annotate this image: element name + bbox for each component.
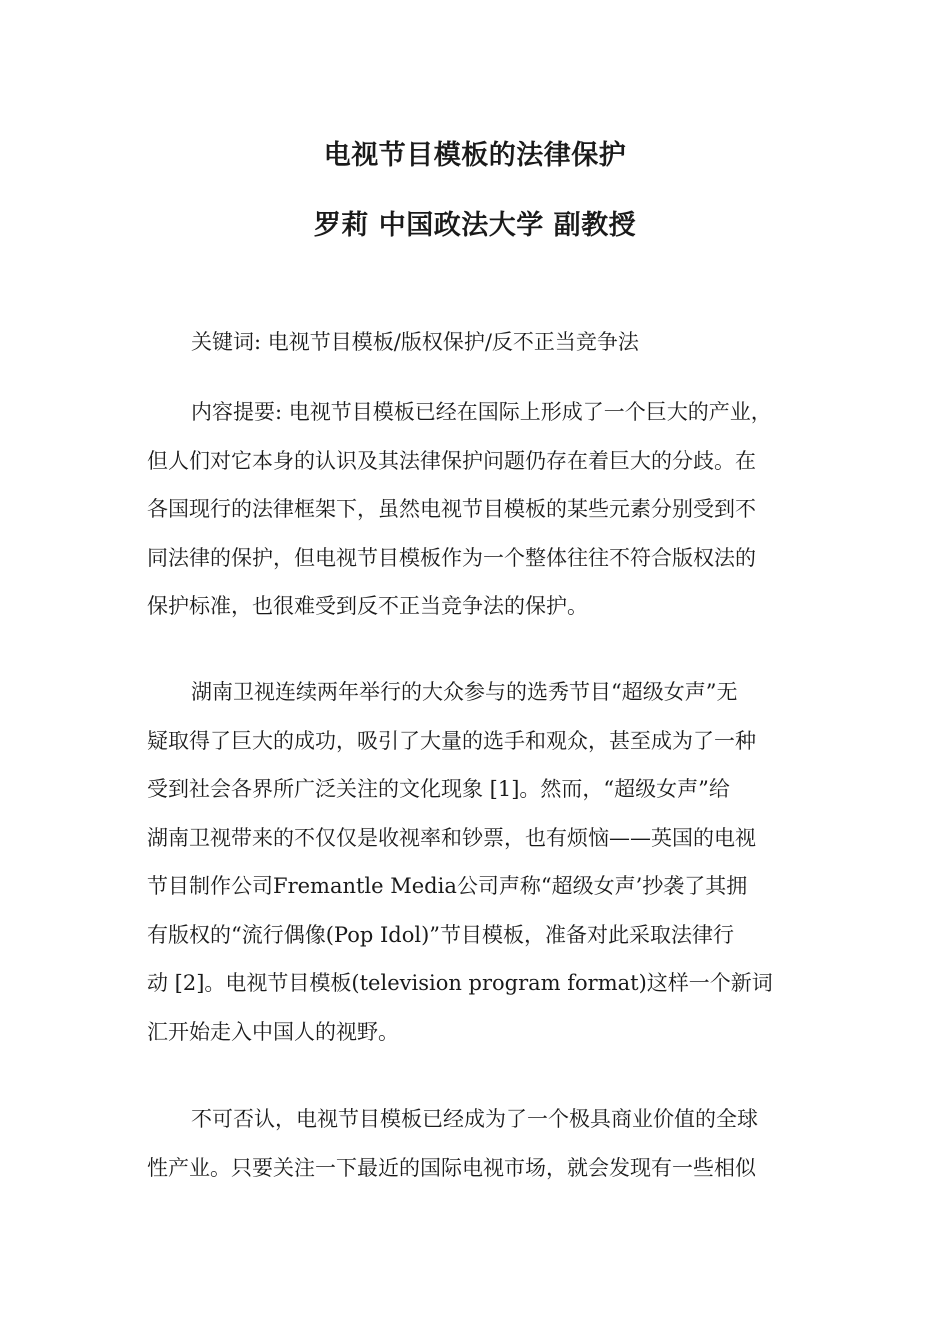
body-line: 不可否认，电视节目模板已经成为了一个极具商业价值的全球 — [191, 1107, 758, 1131]
keywords-line: 关键词: 电视节目模板/版权保护/反不正当竞争法 — [191, 330, 639, 354]
keywords-paragraph — [147, 318, 807, 367]
abstract-line: 保护标准，也很难受到反不正当竞争法的保护。 — [147, 594, 588, 618]
body-line: 疑取得了巨大的成功，吸引了大量的选手和观众，甚至成为了一种 — [147, 728, 756, 753]
body-line: 湖南卫视带来的不仅仅是收视率和钞票，也有烦恼——英国的电视 — [147, 825, 756, 850]
body-line: 汇开始走入中国人的视野。 — [147, 1019, 399, 1044]
author-line: 罗莉 中国政法大学 副教授 — [313, 210, 637, 241]
body-paragraph-1 — [147, 668, 807, 1056]
abstract-paragraph — [147, 388, 807, 631]
body-line: 节目制作公司Fremantle Media公司声称“超级女声’抄袭了其拥 — [147, 874, 748, 898]
body-line: 湖南卫视连续两年举行的大众参与的选秀节目“超级女声”无 — [191, 680, 738, 704]
body-line: 有版权的“流行偶像(Pop Idol)”节目模板，准备对此采取法律行 — [147, 922, 734, 947]
document-title: 电视节目模板的法律保护 — [323, 140, 627, 171]
body-line: 动 [2]。电视节目模板(television program format)这样一个新词 — [147, 971, 773, 995]
body-line: 性产业。只要关注一下最近的国际电视市场，就会发现有一些相似 — [147, 1155, 756, 1180]
body-paragraph-2 — [147, 1095, 807, 1192]
abstract-line: 但人们对它本身的认识及其法律保护问题仍存在着巨大的分歧。在 — [147, 448, 756, 473]
abstract-line: 内容提要: 电视节目模板已经在国际上形成了一个巨大的产业， — [191, 400, 772, 424]
body-line: 受到社会各界所广泛关注的文化现象 [1]。然而，“超级女声”给 — [147, 777, 730, 801]
abstract-line: 各国现行的法律框架下，虽然电视节目模板的某些元素分别受到不 — [147, 497, 756, 521]
abstract-line: 同法律的保护，但电视节目模板作为一个整体往往不符合版权法的 — [147, 545, 756, 570]
